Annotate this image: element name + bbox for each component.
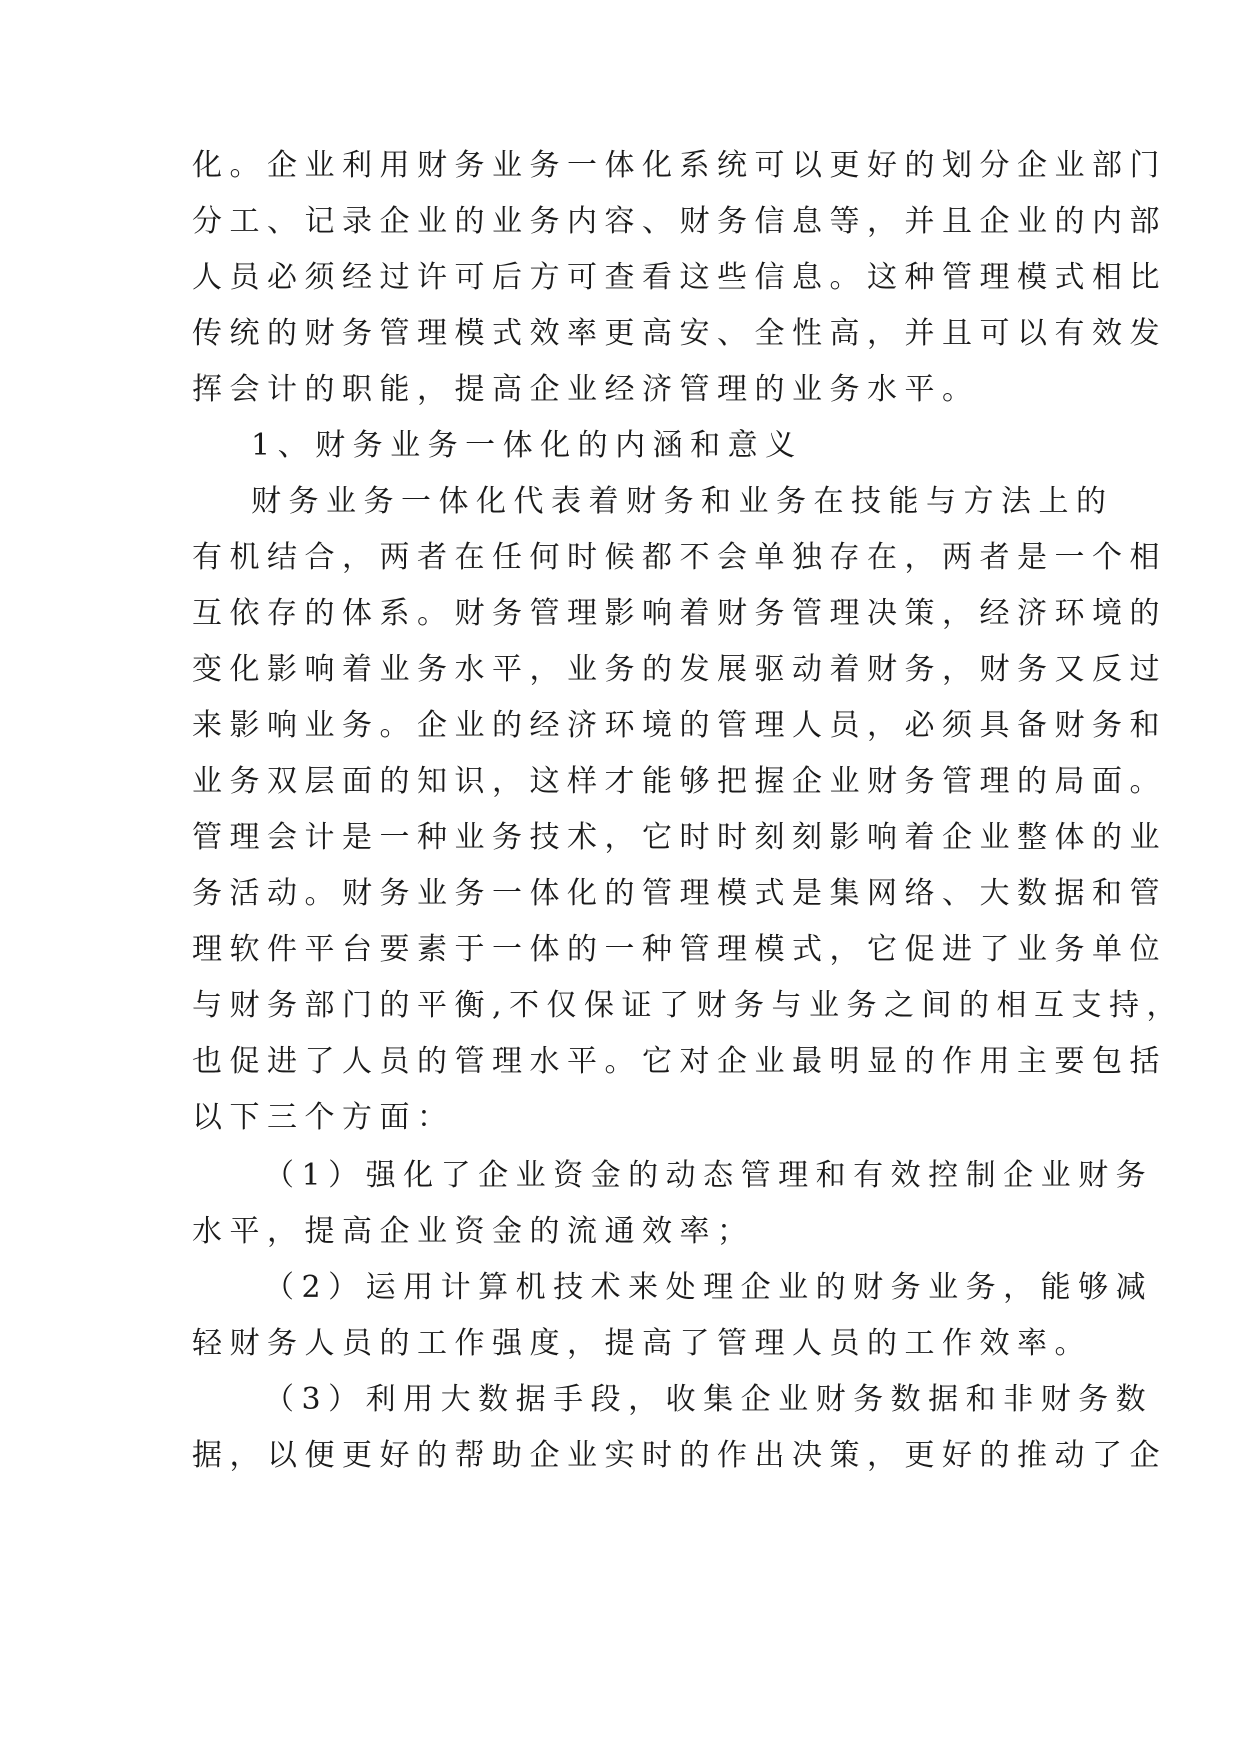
paragraph-line: 分工、记录企业的业务内容、财务信息等，并且企业的内部 [192,204,1167,239]
list-item-line: 据，以便更好的帮助企业实时的作出决策，更好的推动了企 [192,1438,1167,1473]
paragraph-line: 化。企业利用财务业务一体化系统可以更好的划分企业部门 [192,148,1167,183]
paragraph-line: 互依存的体系。财务管理影响着财务管理决策，经济环境的 [192,596,1167,631]
list-item-line: 轻财务人员的工作强度，提高了管理人员的工作效率。 [192,1326,1092,1361]
list-item-line: （2）运用计算机技术来处理企业的财务业务，能够减 [264,1270,1154,1305]
list-item-line: （3）利用大数据手段，收集企业财务数据和非财务数 [264,1382,1154,1417]
paragraph-line: 也促进了人员的管理水平。它对企业最明显的作用主要包括 [192,1044,1167,1079]
paragraph-line: 以下三个方面： [192,1100,455,1135]
paragraph-line: 有机结合，两者在任何时候都不会单独存在，两者是一个相 [192,540,1167,575]
list-item-line: （1）强化了企业资金的动态管理和有效控制企业财务 [264,1158,1154,1193]
section-heading: 1、财务业务一体化的内涵和意义 [251,428,803,463]
paragraph-line: 理软件平台要素于一体的一种管理模式，它促进了业务单位 [192,932,1167,967]
paragraph-line: 务活动。财务业务一体化的管理模式是集网络、大数据和管 [192,876,1167,911]
paragraph-line: 管理会计是一种业务技术，它时时刻刻影响着企业整体的业 [192,820,1167,855]
paragraph-line: 变化影响着业务水平，业务的发展驱动着财务，财务又反过 [192,652,1167,687]
list-item-line: 水平，提高企业资金的流通效率； [192,1214,755,1249]
paragraph-line: 与财务部门的平衡,不仅保证了财务与业务之间的相互支持， [192,988,1185,1023]
paragraph-line: 业务双层面的知识，这样才能够把握企业财务管理的局面。 [192,764,1167,799]
paragraph-line: 来影响业务。企业的经济环境的管理人员，必须具备财务和 [192,708,1167,743]
paragraph-line: 财务业务一体化代表着财务和业务在技能与方法上的 [251,484,1114,519]
paragraph-line: 传统的财务管理模式效率更高安、全性高，并且可以有效发 [192,316,1167,351]
paragraph-line: 挥会计的职能，提高企业经济管理的业务水平。 [192,372,980,407]
paragraph-line: 人员必须经过许可后方可查看这些信息。这种管理模式相比 [192,260,1167,295]
